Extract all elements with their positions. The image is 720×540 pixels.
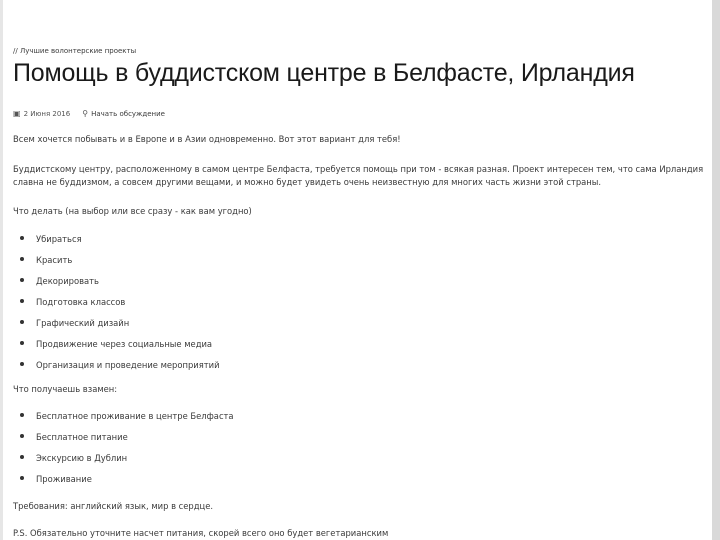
calendar-icon: ▣ (13, 109, 21, 118)
list-item: Бесплатное питание (13, 432, 234, 453)
list-item: Бесплатное проживание в центре Белфаста (13, 411, 234, 432)
post-meta (13, 109, 165, 118)
list-item: Организация и проведение мероприятий (13, 360, 220, 381)
tasks-heading: Что делать (на выбор или все сразу - как вам угодно) (13, 206, 252, 216)
ps-text: P.S. Обязательно уточните насчет питания, скорей всего оно будет вегетарианским (13, 528, 389, 538)
benefits-heading: Что получаешь взамен: (13, 384, 118, 394)
benefits-list (13, 411, 234, 495)
list-item: Декорировать (13, 276, 220, 297)
start-discussion-link[interactable]: Начать обсуждение (91, 109, 165, 118)
list-item: Графический дизайн (13, 318, 220, 339)
intro-text: Всем хочется побывать и в Европе и в Азии одновременно. Вот этот вариант для тебя! (13, 134, 401, 144)
post-date: 2 Июня 2016 (23, 109, 71, 118)
tasks-list (13, 234, 220, 381)
list-item: Продвижение через социальные медиа (13, 339, 220, 360)
description-text: Буддистскому центру, расположенному в самом центре Белфаста, требуется помощь при том - всякая разная. Проект интересен тем, что сама Ирландия славна не буддизмом, а совсем другими вещами, и можно будет увидеть очень неизвестную для многих часть жизни этой страны. (13, 164, 704, 187)
list-item: Убираться (13, 234, 220, 255)
scrollbar-track[interactable] (712, 0, 720, 540)
left-edge-divider (0, 0, 3, 540)
requirements-text: Требования: английский язык, мир в сердце. (13, 501, 214, 511)
list-item: Подготовка классов (13, 297, 220, 318)
page-title: Помощь в буддистском центре в Белфасте, Ирландия (13, 59, 635, 87)
breadcrumb[interactable]: // Лучшие волонтерские проекты (13, 47, 137, 55)
comment-icon: ⚲ (82, 109, 89, 118)
list-item: Красить (13, 255, 220, 276)
list-item: Экскурсию в Дублин (13, 453, 234, 474)
list-item: Проживание (13, 474, 234, 495)
